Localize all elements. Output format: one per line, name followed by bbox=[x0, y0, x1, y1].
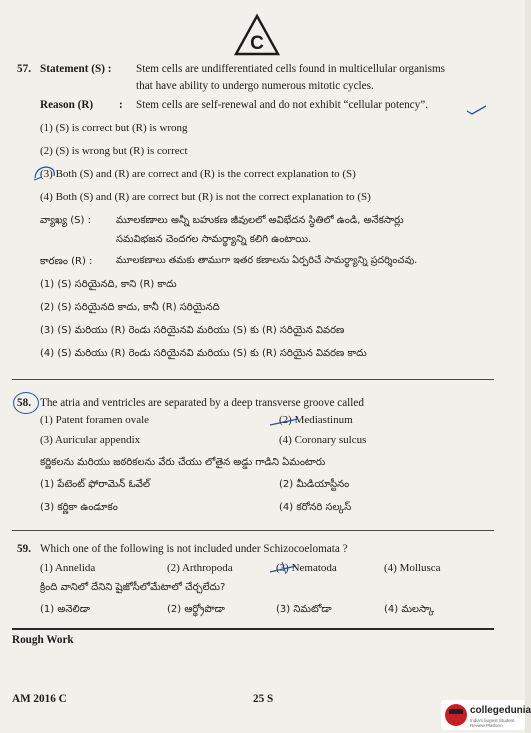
q57-te-statement-line2: సమవిభజన చెందగల సామర్థ్యాన్ని కలిగి ఉంటాయి. bbox=[116, 234, 312, 245]
q59-te-option-1[interactable]: (1) అనెలిడా bbox=[40, 604, 90, 615]
q58-option-3[interactable]: (3) Auricular appendix bbox=[40, 434, 141, 446]
q57-reason-label: Reason (R) bbox=[40, 99, 94, 111]
q58-option-2[interactable]: (2) Mediastinum bbox=[279, 414, 353, 426]
q58-te-option-2[interactable]: (2) మీడియాస్టీనం bbox=[279, 479, 350, 490]
q58-te-option-3[interactable]: (3) కర్ణికా ఉండూకం bbox=[40, 502, 118, 513]
q59-option-2[interactable]: (2) Arthropoda bbox=[167, 562, 233, 574]
q58-question: The atria and ventricles are separated by a deep transverse groove called bbox=[40, 397, 364, 409]
q57-reason-text: Stem cells are self-renewal and do not exhibit “cellular potency”. bbox=[136, 99, 429, 111]
page-number: 25 S bbox=[253, 693, 274, 705]
q57-statement-label: Statement (S) : bbox=[40, 63, 112, 75]
divider-58-59 bbox=[12, 530, 494, 531]
q58-te-option-4[interactable]: (4) కరోనరి సల్కస్ bbox=[279, 502, 352, 513]
q57-statement-line2: that have ability to undergo numerous mitotic cycles. bbox=[136, 80, 374, 92]
q57-te-option-2[interactable]: (2) (S) సరియైనది కాదు, కానీ (R) సరియైనది bbox=[40, 302, 220, 313]
q57-option-2[interactable]: (2) (S) is wrong but (R) is correct bbox=[40, 145, 188, 157]
exam-code: AM 2016 C bbox=[12, 693, 67, 705]
q57-statement-line1: Stem cells are undifferentiated cells found in multicellular organisms bbox=[136, 63, 446, 75]
pen-tick-icon bbox=[466, 104, 488, 116]
q57-te-statement-label: వ్యాఖ్య (S) : bbox=[40, 215, 91, 226]
q57-te-option-4[interactable]: (4) (S) మరియు (R) రెండు సరియైనవి మరియు (S) కు (R) సరియైన వివరణ కాదు bbox=[40, 348, 367, 359]
watermark-tagline: India's largest Student Review Platform bbox=[470, 718, 515, 728]
cap-board-icon bbox=[449, 709, 463, 714]
q59-te-question: క్రింది వానిలో దేనిని షైజోసీలోమేటాలో చేర్చలేదు? bbox=[40, 582, 226, 593]
q57-option-4[interactable]: (4) Both (S) and (R) are correct but (R) is not the correct explanation to (S) bbox=[40, 191, 371, 203]
graduation-cap-icon bbox=[445, 704, 467, 726]
q59-option-4[interactable]: (4) Mollusca bbox=[384, 562, 441, 574]
q57-te-statement-line1: మూలకణాలు అన్నీ బహుకణ జీవులలో అవిభేదన స్థితిలో ఉండి, అనేకసార్లు bbox=[116, 215, 404, 226]
q57-number: 57. bbox=[17, 63, 31, 75]
q58-option-4[interactable]: (4) Coronary sulcus bbox=[279, 434, 367, 446]
q58-number: 58. bbox=[17, 397, 31, 409]
collegedunia-watermark bbox=[441, 700, 531, 730]
q58-te-option-1[interactable]: (1) పేటెంట్ ఫోరామెన్ ఓవేల్ bbox=[40, 479, 150, 490]
watermark-name: collegedunia bbox=[470, 705, 531, 716]
answer-mark-icon bbox=[268, 560, 298, 576]
divider-rough-work bbox=[12, 628, 494, 630]
q59-te-option-2[interactable]: (2) ఆర్థ్రోపొడా bbox=[167, 604, 225, 615]
q57-te-reason-label: కారణం (R) : bbox=[40, 256, 93, 267]
q59-te-option-4[interactable]: (4) మలస్కా bbox=[384, 604, 435, 615]
q57-te-reason-text: మూలకణాలు తమకు తాముగా ఇతర కణాలను ఏర్పరిచే సామర్థ్యాన్ని ప్రదర్శించవు. bbox=[116, 255, 418, 266]
set-letter: C bbox=[250, 33, 264, 54]
answer-mark-icon bbox=[268, 414, 300, 430]
rough-work-label: Rough Work bbox=[12, 634, 74, 646]
q57-te-option-3[interactable]: (3) (S) మరియు (R) రెండు సరియైనవి మరియు (S) కు (R) సరియైన వివరణ bbox=[40, 325, 345, 336]
q57-reason-colon: : bbox=[119, 99, 123, 111]
q59-option-3[interactable]: (3) Nematoda bbox=[276, 562, 337, 574]
q58-option-1[interactable]: (1) Patent foramen ovale bbox=[40, 414, 150, 426]
q59-number: 59. bbox=[17, 543, 31, 555]
q58-circle-mark bbox=[13, 392, 39, 414]
answer-mark-icon bbox=[32, 164, 58, 184]
q59-question: Which one of the following is not included under Schizocoelomata ? bbox=[40, 543, 348, 555]
q58-te-question: కర్ణికలను మరియు జఠరికలను వేరు చేయు లోతైన అడ్డు గాడిని ఏమంటారు bbox=[40, 457, 326, 468]
set-triangle-icon bbox=[234, 14, 280, 56]
q57-option-1[interactable]: (1) (S) is correct but (R) is wrong bbox=[40, 122, 188, 134]
q59-option-1[interactable]: (1) Annelida bbox=[40, 562, 96, 574]
divider-57-58 bbox=[12, 379, 494, 380]
q57-option-3[interactable]: (3) Both (S) and (R) are correct and (R) is the correct explanation to (S) bbox=[40, 168, 356, 180]
q57-te-option-1[interactable]: (1) (S) సరియైనది, కాని (R) కాదు bbox=[40, 279, 177, 290]
q59-te-option-3[interactable]: (3) నిమటోడా bbox=[276, 604, 332, 615]
